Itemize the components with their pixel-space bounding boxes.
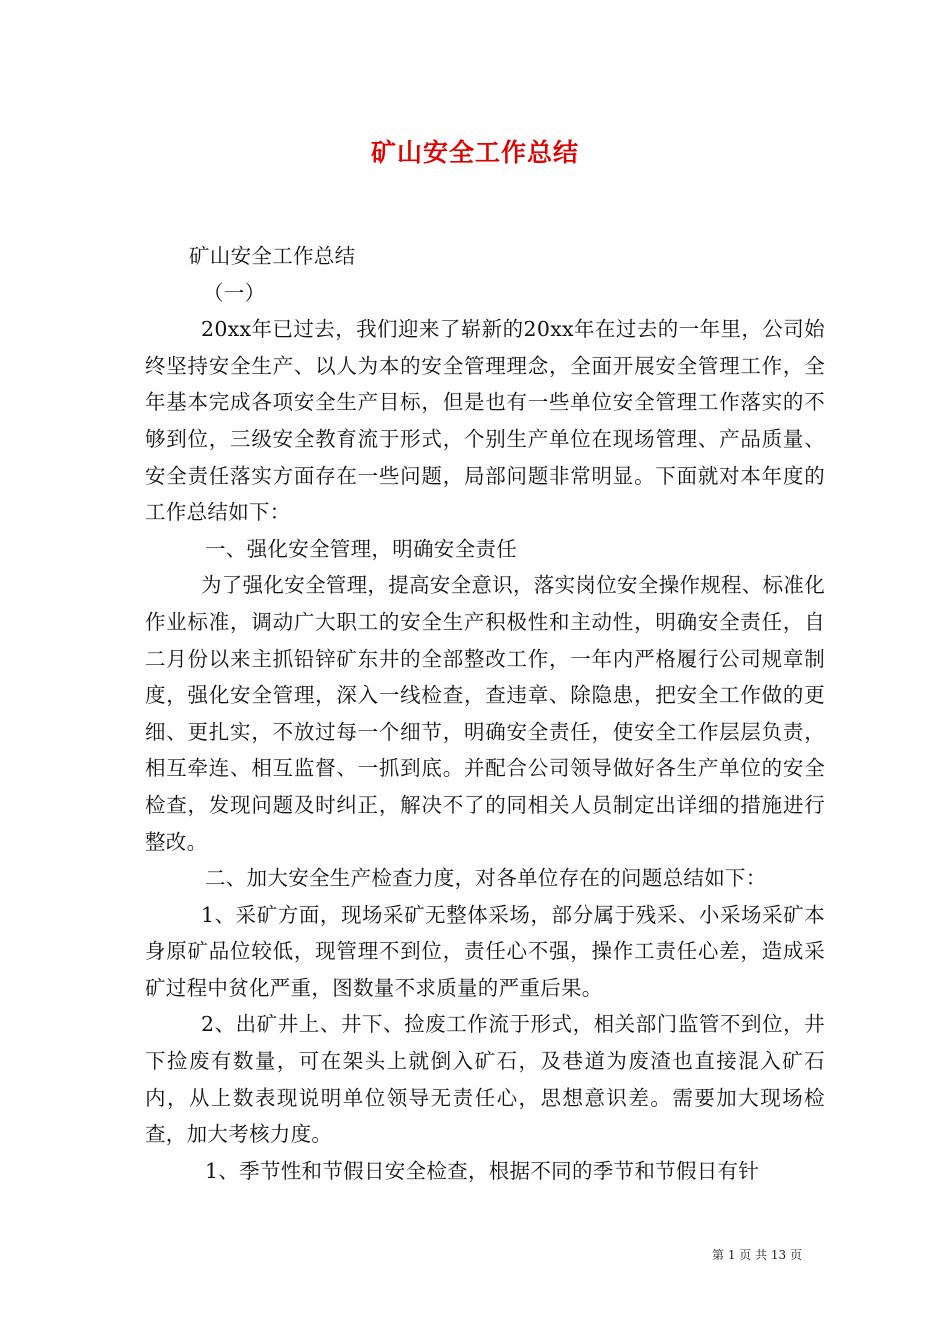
body-paragraph: 为了强化安全管理，提高安全意识，落实岗位安全操作规程、标准化作业标准，调动广大职工的安全生产积极性和主动性，明确安全责任，自二月份以来主抓铅锌矿东井的全部整改工作，一年内严格履行公司规章制度，强化安全管理，深入一线检查，查违章、除隐患，把安全工作做的更细、更扎实，不放过每一个细节，明确安全责任，使安全工作层层负责，相互牵连、相互监督、一抓到底。并配合公司领导做好各生产单位的安全检查，发现问题及时纠正，解决不了的同相关人员制定出详细的措施进行整改。: [145, 573, 825, 854]
document-body: [145, 238, 825, 1189]
body-paragraph: 20xx年已过去，我们迎来了崭新的20xx年在过去的一年里，公司始终坚持安全生产、以人为本的安全管理理念，全面开展安全管理工作，全年基本完成各项安全生产目标，但是也有一些单位安全管理工作落实的不够到位，三级安全教育流于形式，个别生产单位在现场管理、产品质量、安全责任落实方面存在一些问题，局部问题非常明显。下面就对本年度的工作总结如下：: [145, 317, 825, 525]
section-number: （一）: [203, 280, 266, 305]
list-item: 1、采矿方面，现场采矿无整体采场，部分属于残采、小采场采矿本身原矿品位较低，现管理不到位，责任心不强，操作工责任心差，造成采矿过程中贫化严重，图数量不求质量的严重后果。: [145, 902, 825, 1000]
list-item: 1、季节性和节假日安全检查，根据不同的季节和节假日有针: [205, 1158, 760, 1183]
page-number: 第 1 页 共 13 页: [712, 1248, 802, 1262]
section-heading: 一、强化安全管理，明确安全责任: [205, 536, 517, 561]
list-item: 2、出矿井上、井下、捡废工作流于形式，相关部门监管不到位，井下捡废有数量，可在架头上就倒入矿石，及巷道为废渣也直接混入矿石内，从上数表现说明单位领导无责任心，思想意识差。需要加大现场检查，加大考核力度。: [145, 1012, 825, 1147]
subtitle-paragraph: 矿山安全工作总结: [189, 244, 356, 268]
section-heading: 二、加大安全生产检查力度，对各单位存在的问题总结如下：: [205, 866, 767, 891]
page-title: 矿山安全工作总结: [370, 138, 579, 167]
